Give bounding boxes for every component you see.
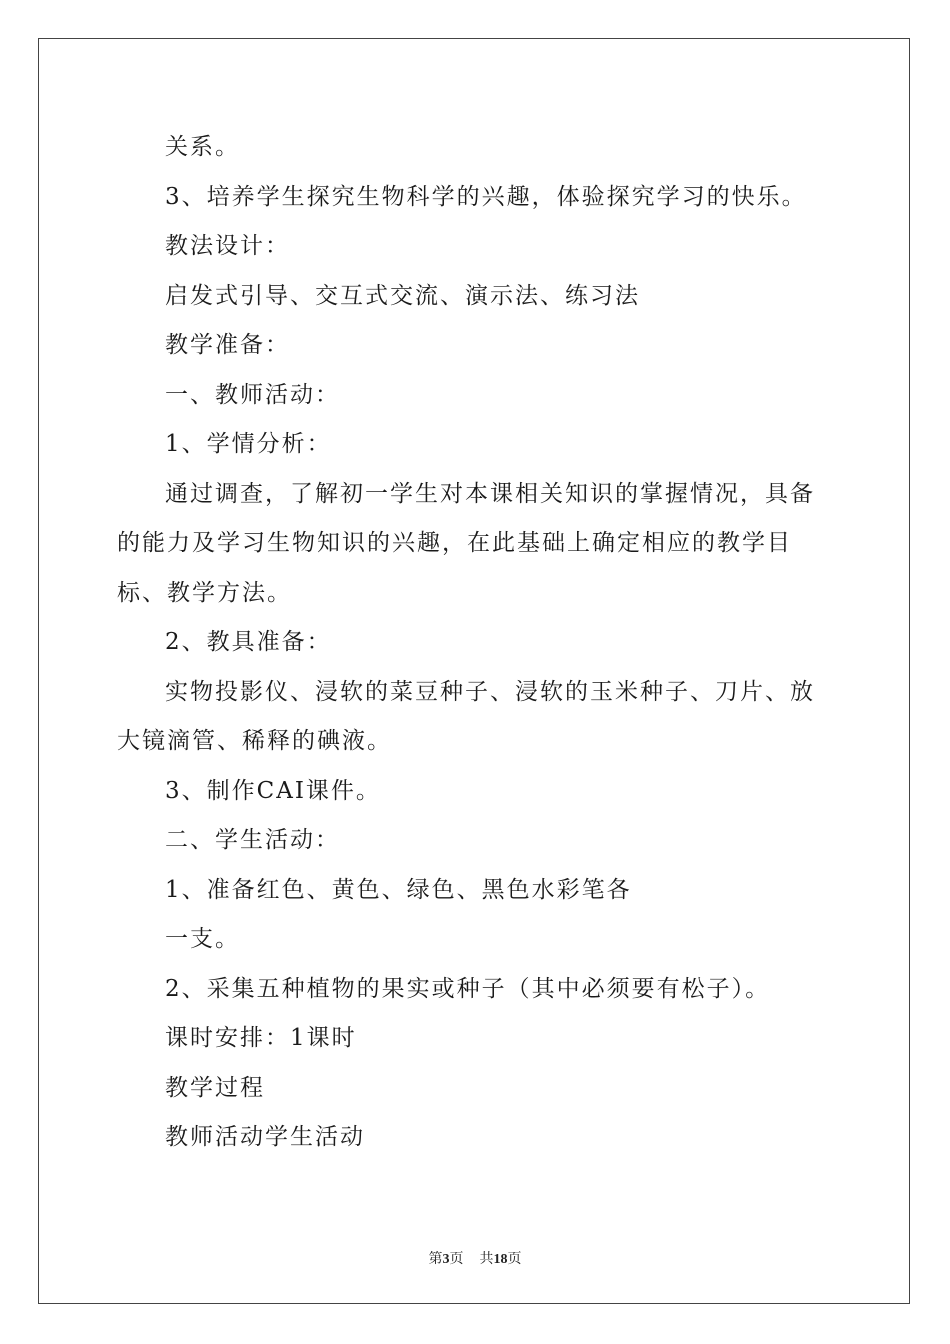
paragraph: 1、准备红色、黄色、绿色、黑色水彩笔各 [165, 876, 632, 903]
paragraph: 1、学情分析： [165, 431, 332, 457]
paragraph: 3、制作CAI课件。 [165, 777, 381, 804]
paragraph: 关系。 [165, 134, 240, 160]
document-body [117, 123, 833, 1163]
footer-total-suffix: 页 [507, 1252, 522, 1267]
paragraph: 一、教师活动： [165, 381, 340, 408]
paragraph: 实物投影仪、浸软的菜豆种子、浸软的玉米种子、刀片、放大镜滴管、稀释的碘液。 [117, 678, 815, 754]
paragraph: 2、教具准备： [165, 629, 332, 655]
footer-prefix: 第 [428, 1252, 443, 1267]
paragraph: 教法设计： [165, 233, 290, 259]
footer-page-suffix: 页 [449, 1252, 464, 1267]
paragraph: 一支。 [165, 926, 240, 952]
paragraph: 教学过程 [165, 1074, 265, 1101]
footer-total-prefix: 共 [479, 1252, 494, 1267]
paragraph: 2、采集五种植物的果实或种子（其中必须要有松子）。 [165, 975, 771, 1002]
paragraph: 3、培养学生探究生物科学的兴趣，体验探究学习的快乐。 [165, 183, 807, 210]
total-page-count: 18 [493, 1252, 508, 1267]
paragraph: 教学准备： [165, 332, 290, 358]
paragraph: 二、学生活动： [165, 827, 340, 853]
paragraph: 通过调查，了解初一学生对本课相关知识的掌握情况，具备的能力及学习生物知识的兴趣，在此基础上确定相应的教学目标、教学方法。 [117, 480, 815, 606]
paragraph: 启发式引导、交互式交流、演示法、练习法 [165, 282, 640, 309]
paragraph: 课时安排：1课时 [165, 1025, 357, 1051]
page-footer [0, 1248, 950, 1268]
paragraph: 教师活动学生活动 [165, 1124, 365, 1150]
current-page-number: 3 [442, 1252, 450, 1267]
